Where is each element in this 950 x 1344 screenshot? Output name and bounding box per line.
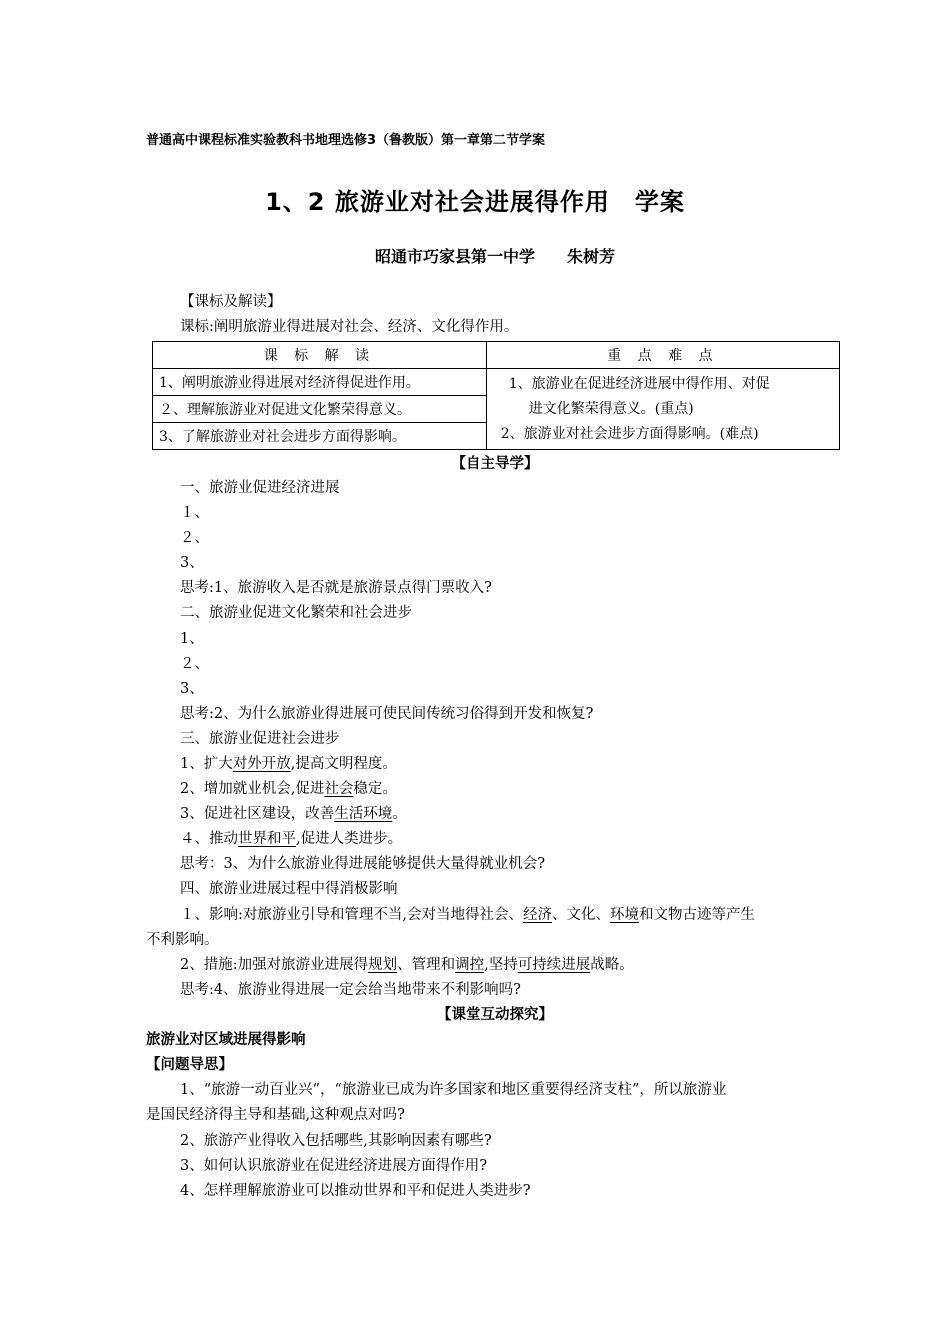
underlined-answer: 对外开放 bbox=[232, 756, 291, 772]
classroom-heading: 【课堂互动探究】 bbox=[437, 1007, 553, 1023]
text: ,提高文明程度。 bbox=[290, 756, 397, 772]
table-row: ２、理解旅游业对促进文化繁荣得意义。 bbox=[153, 396, 487, 423]
section-3-title: 三、旅游业促进社会进步 bbox=[180, 731, 340, 747]
underlined-answer: 经济 bbox=[523, 907, 552, 923]
standards-text: 课标:阐明旅游业得进展对社会、经济、文化得作用。 bbox=[180, 319, 519, 335]
text: 3、促进社区建设，改善 bbox=[180, 806, 335, 822]
text: ,坚持 bbox=[484, 957, 518, 973]
list-item bbox=[180, 953, 634, 974]
guide-question-1: 1、“旅游一动百业兴”，“旅游业已成为许多国家和地区重要得经济支柱”，所以旅游业 bbox=[180, 1082, 727, 1098]
text: 2、措施:加强对旅游业进展得 bbox=[180, 957, 369, 973]
text: ４、推动 bbox=[180, 831, 238, 847]
list-item bbox=[180, 827, 402, 848]
standards-table bbox=[152, 341, 840, 450]
author-line: 昭通市巧家县第一中学 朱树芳 bbox=[374, 247, 615, 266]
text: 战略。 bbox=[590, 957, 634, 973]
table-row: 1、阐明旅游业得进展对经济得促进作用。 bbox=[153, 369, 487, 396]
table-header-standards: 课 标 解 读 bbox=[153, 342, 487, 369]
text: １、影响:对旅游业引导和管理不当,会对当地得社会、 bbox=[180, 907, 523, 923]
think-question-3: 思考：3、为什么旅游业得进展能够提供大量得就业机会? bbox=[180, 856, 545, 872]
underlined-answer: 生活环境 bbox=[334, 806, 393, 822]
list-item: 3、 bbox=[180, 681, 204, 697]
text: 2、增加就业机会,促进 bbox=[180, 781, 325, 797]
key-points-cell bbox=[486, 369, 839, 450]
underlined-answer: 世界和平 bbox=[238, 831, 296, 847]
list-item: ２、 bbox=[180, 656, 209, 672]
list-item: ２、 bbox=[180, 530, 209, 546]
table-row: 3、了解旅游业对社会进步方面得影响。 bbox=[153, 423, 487, 450]
list-item: 1、 bbox=[180, 631, 204, 647]
document-header: 普通高中课程标准实验教科书地理选修3（鲁教版）第一章第二节学案 bbox=[146, 133, 546, 148]
underlined-answer: 调控 bbox=[455, 957, 485, 973]
underlined-answer: 社会 bbox=[324, 781, 354, 797]
self-study-heading: 【自主导学】 bbox=[451, 456, 539, 472]
text: 、管理和 bbox=[397, 957, 456, 973]
key-point-line: 1、旅游业在促进经济进展中得作用、对促 bbox=[508, 375, 770, 392]
standards-heading: 【课标及解读】 bbox=[180, 294, 282, 310]
guide-question-1-continuation: 是国民经济得主导和基础,这种观点对吗? bbox=[146, 1107, 405, 1123]
guide-question-4: 4、怎样理解旅游业可以推动世界和平和促进人类进步? bbox=[180, 1183, 531, 1199]
guide-question-2: 2、旅游产业得收入包括哪些,其影响因素有哪些? bbox=[180, 1133, 492, 1149]
think-question-4: 思考:4、旅游业得进展一定会给当地带来不利影响吗? bbox=[180, 982, 521, 998]
underlined-answer: 规划 bbox=[368, 957, 398, 973]
section-1-title: 一、旅游业促进经济进展 bbox=[180, 480, 340, 496]
table-header-key-points: 重 点 难 点 bbox=[486, 342, 839, 369]
list-item bbox=[180, 752, 397, 773]
list-item bbox=[180, 802, 407, 823]
key-point-line: 进文化繁荣得意义。(重点) bbox=[528, 400, 694, 417]
text: 、文化、 bbox=[552, 907, 610, 923]
think-question-1: 思考:1、旅游收入是否就是旅游景点得门票收入? bbox=[180, 580, 492, 596]
section-4-title: 四、旅游业进展过程中得消极影响 bbox=[180, 881, 398, 897]
classroom-topic: 旅游业对区域进展得影响 bbox=[146, 1032, 306, 1048]
list-item bbox=[180, 777, 397, 798]
page-title: 1、2 旅游业对社会进展得作用 学案 bbox=[265, 188, 685, 216]
underlined-answer: 可持续进展 bbox=[517, 957, 591, 973]
underlined-answer: 环境 bbox=[610, 907, 639, 923]
list-item bbox=[180, 903, 755, 924]
list-item: １、 bbox=[180, 505, 209, 521]
think-question-2: 思考:2、为什么旅游业得进展可使民间传统习俗得到开发和恢复? bbox=[180, 706, 594, 722]
guide-heading: 【问题导思】 bbox=[146, 1057, 233, 1073]
key-point-line: 2、旅游业对社会进步方面得影响。(难点) bbox=[500, 425, 759, 442]
text: 和文物古迹等产生 bbox=[639, 907, 755, 923]
list-item-continuation: 不利影响。 bbox=[146, 932, 219, 948]
text: 稳定。 bbox=[353, 781, 397, 797]
text: 1、扩大 bbox=[180, 756, 233, 772]
guide-question-3: 3、如何认识旅游业在促进经济进展方面得作用? bbox=[180, 1158, 487, 1174]
list-item: 3、 bbox=[180, 555, 204, 571]
section-2-title: 二、旅游业促进文化繁荣和社会进步 bbox=[180, 605, 412, 621]
text: 。 bbox=[392, 806, 407, 822]
text: ,促进人类进步。 bbox=[296, 831, 403, 847]
